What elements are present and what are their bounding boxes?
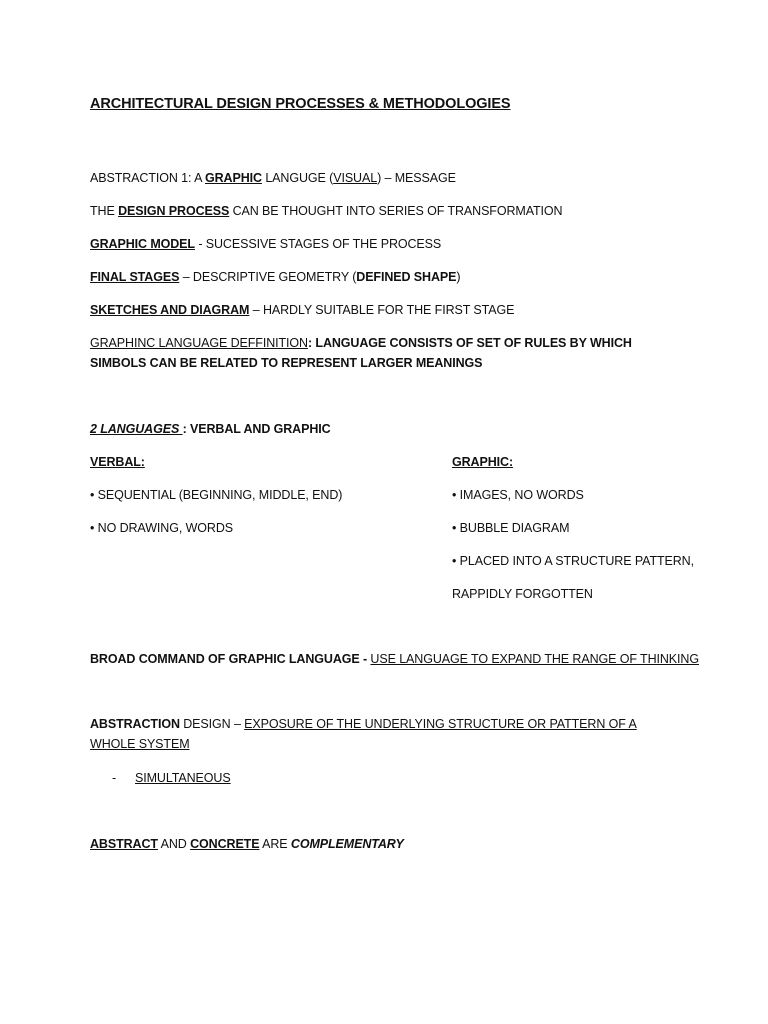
- emphasis: GRAPHINC LANGUAGE DEFFINITION: [90, 336, 308, 350]
- text: – HARDLY SUITABLE FOR THE FIRST STAGE: [249, 303, 515, 317]
- text: DESIGN –: [179, 717, 245, 731]
- definition-paragraph: [90, 333, 680, 373]
- graphic-model-line: [90, 234, 441, 254]
- dash-marker: -: [112, 771, 117, 785]
- design-process-line: [90, 201, 562, 221]
- emphasis: GRAPHIC: [205, 171, 262, 185]
- emphasis: SKETCHES AND DIAGRAM: [90, 303, 250, 317]
- list-item: RAPPIDLY FORGOTTEN: [452, 587, 593, 601]
- emphasis: 2 LANGUAGES: [90, 422, 183, 436]
- list-item: • PLACED INTO A STRUCTURE PATTERN,: [452, 554, 694, 568]
- page-title: ARCHITECTURAL DESIGN PROCESSES & METHODOLOGIES: [90, 96, 511, 112]
- text: LANGUGE (: [261, 171, 334, 185]
- two-languages-line: [90, 419, 331, 439]
- text: CAN BE THOUGHT INTO SERIES OF TRANSFORMATION: [229, 204, 563, 218]
- text: ): [456, 270, 461, 284]
- graphic-heading: [452, 452, 513, 472]
- text: ABSTRACTION 1: A: [90, 171, 205, 185]
- text: ARE: [259, 837, 291, 851]
- text: AND: [157, 837, 191, 851]
- emphasis: VISUAL: [333, 171, 378, 185]
- text: THE: [90, 204, 119, 218]
- list-item-text: SIMULTANEOUS: [135, 771, 231, 785]
- emphasis: EXPOSURE OF THE UNDERLYING STRUCTURE OR PATTERN OF A WHOLE SYSTEM: [90, 717, 637, 751]
- emphasis: DEFINED SHAPE: [356, 270, 457, 284]
- list-item: • BUBBLE DIAGRAM: [452, 521, 570, 535]
- emphasis: COMPLEMENTARY: [290, 837, 404, 851]
- emphasis: ABSTRACTION: [90, 717, 180, 731]
- emphasis: GRAPHIC MODEL: [90, 237, 195, 251]
- text: BROAD COMMAND OF GRAPHIC LANGUAGE -: [90, 652, 371, 666]
- abstraction-design-paragraph: [90, 714, 680, 754]
- text: - SUCESSIVE STAGES OF THE PROCESS: [194, 237, 442, 251]
- emphasis: DESIGN PROCESS: [118, 204, 230, 218]
- emphasis: USE LANGUAGE TO EXPAND THE RANGE OF THINKING: [370, 652, 699, 666]
- list-item: • SEQUENTIAL (BEGINNING, MIDDLE, END): [90, 488, 343, 502]
- heading-text: GRAPHIC:: [452, 455, 514, 469]
- emphasis: CONCRETE: [190, 837, 260, 851]
- sketches-line: [90, 300, 514, 320]
- list-item: • IMAGES, NO WORDS: [452, 488, 584, 502]
- emphasis: FINAL STAGES: [90, 270, 180, 284]
- broad-command-line: [90, 649, 699, 669]
- text: ) – MESSAGE: [377, 171, 456, 185]
- heading-text: VERBAL:: [90, 455, 145, 469]
- text: – DESCRIPTIVE GEOMETRY (: [179, 270, 357, 284]
- final-stages-line: [90, 267, 460, 287]
- verbal-heading: [90, 452, 145, 472]
- text: : LANGUAGE CONSISTS OF: [307, 336, 477, 350]
- abstraction-line: [90, 168, 456, 188]
- emphasis: ABSTRACT: [90, 837, 158, 851]
- emphasis: SET OF RULES BY WHICH SIMBOLS CAN BE RELATED TO REPRESENT LARGER MEANINGS: [90, 336, 632, 370]
- text: : VERBAL AND GRAPHIC: [182, 422, 331, 436]
- list-item: • NO DRAWING, WORDS: [90, 521, 233, 535]
- complementary-line: [90, 834, 404, 854]
